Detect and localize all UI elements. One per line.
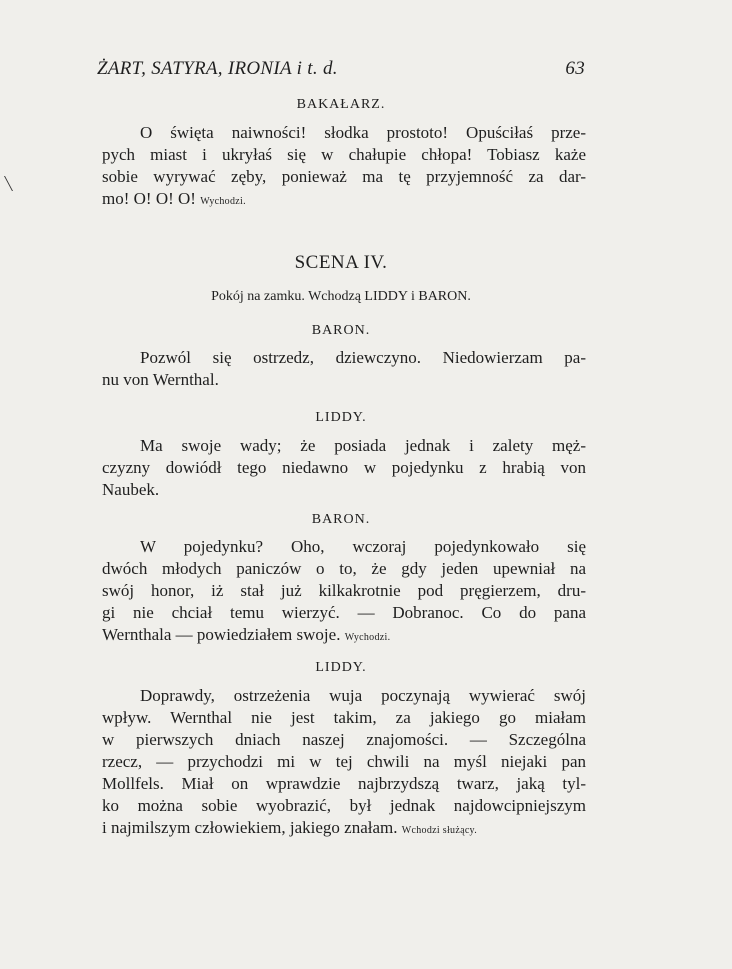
speech-baron [102, 347, 586, 391]
text-line: ko można sobie wyobrazić, był jednak najdowcipniejszym [102, 796, 586, 815]
speaker-bakalarz: BAKAŁARZ. [296, 97, 386, 112]
scene-title: SCENA IV. [294, 252, 388, 273]
speech-bakalarz [102, 122, 586, 210]
text-line: pych miast i ukryłaś się w chałupie chłopa! Tobiasz każe [102, 145, 586, 164]
text-line: gi nie chciał temu wierzyć. — Dobranoc. Co do pana [102, 603, 586, 622]
stage-direction: Wchodzi służący. [401, 825, 478, 836]
text-line: W pojedynku? Oho, wczoraj pojedynkowało się [140, 537, 586, 556]
speech-liddy [102, 685, 586, 839]
stage-direction: Wychodzi. [200, 196, 246, 207]
scene-direction: Pokój na zamku. Wchodzą LIDDY i BARON. [211, 289, 471, 304]
text-line: swój honor, iż stał już kilkakrotnie pod pręgierzem, dru- [102, 581, 586, 600]
text-line: Wernthala — powiedziałem swoje. [102, 625, 341, 644]
text-line: Pozwól się ostrzedz, dziewczyno. Niedowierzam pa- [140, 348, 586, 367]
text-line-final [102, 624, 586, 646]
text-line: i najmilszym człowiekiem, jakiego znałam. [102, 818, 398, 837]
running-head [97, 58, 585, 80]
text-line: wpływ. Wernthal nie jest takim, za jakiego go miałam [102, 708, 586, 727]
text-line-final [102, 817, 586, 839]
speech-liddy [102, 435, 586, 501]
text-line: Mollfels. Miał on wprawdzie najbrzydszą twarz, jaką tyl- [102, 774, 586, 793]
speaker-baron: BARON. [311, 512, 371, 527]
text-line: czyzny dowiódł tego niedawno w pojedynku z hrabią von [102, 458, 586, 477]
text-line: dwóch młodych paniczów o to, że gdy jeden upewniał na [102, 559, 586, 578]
speaker-liddy: LIDDY. [315, 660, 367, 675]
text-line-final [102, 188, 586, 210]
text-line: Ma swoje wady; że posiada jednak i zalety męż- [140, 436, 586, 455]
running-head-title: ŻART, SATYRA, IRONIA i t. d. [97, 58, 338, 79]
text-line: rzecz, — przychodzi mi w tej chwili na myśl niejaki pan [102, 752, 586, 771]
text-line: w pierwszych dniach naszej znajomości. — Szczególna [102, 730, 586, 749]
text-line: sobie wyrywać zęby, ponieważ ma tę przyjemność za dar- [102, 167, 586, 186]
text-line: O święta naiwności! słodka prostoto! Opuściłaś prze- [140, 123, 586, 142]
speaker-liddy: LIDDY. [315, 410, 367, 425]
speaker-baron: BARON. [311, 323, 371, 338]
stage-direction: Wychodzi. [344, 632, 391, 643]
speech-baron [102, 536, 586, 646]
margin-mark [4, 176, 21, 191]
text-line: Naubek. [102, 480, 160, 499]
text-line: nu von Wernthal. [102, 370, 219, 389]
text-line: Doprawdy, ostrzeżenia wuja poczynają wywierać swój [140, 686, 586, 705]
text-line: mo! O! O! O! [102, 189, 196, 208]
page-number: 63 [565, 58, 585, 79]
